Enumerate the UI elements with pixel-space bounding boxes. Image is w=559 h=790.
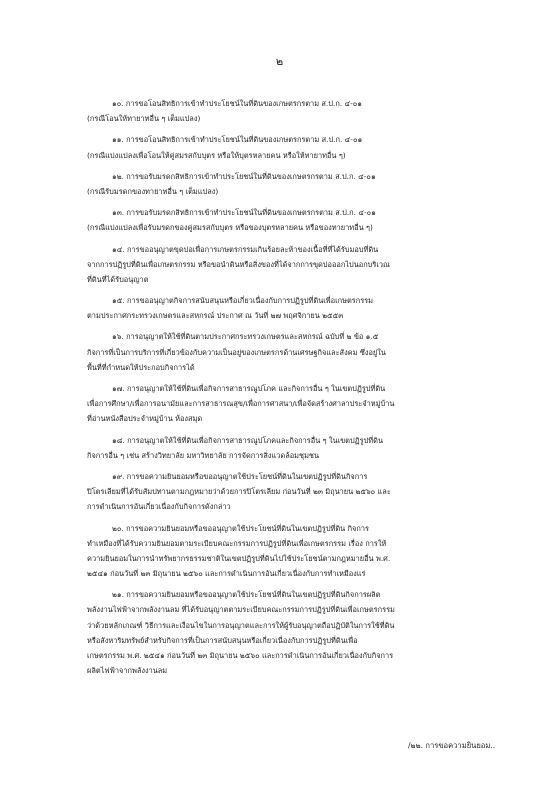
list-item: [87, 433, 477, 463]
item-list: [87, 96, 477, 684]
item-continuation-line: (กรณีแบ่งแปลงเพื่อโอนให้คู่สมรสกับบุตร หรือให้บุตรหลายคน หรือให้ทายาทอื่น ๆ): [87, 150, 346, 160]
item-continuation-line: เกษตรกรรม พ.ศ. ๒๕๔๑ ก่อนวันที่ ๒๓ มิถุนายน ๒๕๖๐ และการดำเนินการอันเกี่ยวเนื่องกับกิจการ: [87, 651, 394, 660]
item-continuation-line: ที่อ่านหนังสือประจำหมู่บ้าน ห้องสมุด: [87, 414, 203, 424]
item-continuation-line: ทำเหมืองที่ได้รับความยินยอมตามระเบียบคณะกรรมการปฏิรูปที่ดินเพื่อเกษตรกรรม เรื่อง การให้: [87, 538, 387, 548]
item-continuation-line: กิจการที่เป็นการบริการที่เกี่ยวข้องกับความเป็นอยู่ของเกษตรกรด้านเศรษฐกิจและสังคม ซึ่งอยู่ใน: [87, 347, 386, 357]
item-continuation-line: เพื่อการศึกษา/เพื่อการอนามัยและการสาธารณสุข/เพื่อการศาสนา/เพื่อจัดสร้างศาลาประจำหมู่บ้าน: [87, 399, 395, 409]
item-heading-line: ๑๒. การขอรับมรดกสิทธิการเข้าทำประโยชน์ในที่ดินของเกษตรกรตาม ส.ป.ก. ๔-๐๑: [112, 171, 376, 181]
list-item: [87, 329, 477, 375]
list-item: [87, 242, 477, 288]
item-heading-line: ๑๕. การขออนุญาตกิจการสนับสนุนหรือเกี่ยวเนื่องกับการปฏิรูปที่ดินเพื่อเกษตรกรรม: [112, 296, 374, 306]
item-continuation-line: ปิโตรเลียมที่ได้รับสัมปทานตามกฎหมายว่าด้วยการปิโตรเลียม ก่อนวันที่ ๒๓ มิถุนายน ๒๕๖๐ และ: [87, 487, 391, 497]
item-continuation-line: พลังงานไฟฟ้าจากพลังงานลม ที่ได้รับอนุญาตตามระเบียบคณะกรรมการปฏิรูปที่ดินเพื่อเกษตรกรรม: [87, 605, 395, 615]
item-heading-line: ๑๙. การขอความยินยอมหรือขออนุญาตใช้ประโยชน์ที่ดินในเขตปฏิรูปที่ดินกิจการ: [112, 471, 368, 481]
page-number: ๒: [275, 55, 284, 68]
list-item: [87, 293, 477, 323]
item-continuation-line: (กรณีแบ่งแปลงเพื่อรับมรดกของคู่สมรสกับบุตร หรือของบุตรหลายคน หรือของทายาทอื่น ๆ): [87, 223, 373, 233]
list-item: [87, 96, 477, 126]
item-continuation-line: หรือสังหาริมทรัพย์สำหรับกิจการที่เป็นการสนับสนุนหรือเกี่ยวเนื่องกับการปฏิรูปที่ดินเพื่อ: [87, 635, 358, 645]
list-item: [87, 169, 477, 199]
item-heading-line: ๑๖. การอนุญาตให้ใช้ที่ดินตามประกาศกระทรวงเกษตรและสหกรณ์ ฉบับที่ ๒ ข้อ ๑.๕: [112, 332, 379, 342]
item-continuation-line: ว่าด้วยหลักเกณฑ์ วิธีการและเงื่อนไขในการอนุญาตและการให้ผู้รับอนุญาตถือปฏิบัติในการใช้ที่ดิน: [87, 620, 395, 630]
list-item: [87, 205, 477, 235]
item-heading-line: ๒๑. การขอความยินยอมหรือขออนุญาตใช้ประโยชน์ที่ดินในเขตปฏิรูปที่ดินกิจการผลิต: [112, 590, 381, 600]
item-continuation-line: จากการปฏิรูปที่ดินเพื่อเกษตรกรรม หรือขอนำดินหรือสิ่งของที่ได้จากการขุดบ่อออกไปนอกบริเวณ: [87, 259, 390, 269]
item-continuation-line: ตามประกาศกระทรวงเกษตรและสหกรณ์ ประกาศ ณ วันที่ ๒๗ พฤศจิกายน ๒๕๕๓: [87, 311, 344, 321]
list-item: [87, 469, 477, 515]
continuation-note: /๒๒. การขอความยินยอม..: [408, 741, 496, 750]
item-heading-line: ๑๐. การขอโอนสิทธิการเข้าทำประโยชน์ในที่ดินของเกษตรกรตาม ส.ป.ก. ๔-๐๑: [112, 99, 362, 108]
item-continuation-line: (กรณีรับมรดกของทายาทอื่น ๆ เต็มแปลง): [87, 186, 219, 196]
list-item: [87, 521, 477, 582]
item-continuation-line: ความยินยอมในการนำทรัพยากรธรรมชาติในเขตปฏิรูปที่ดินไปใช้ประโยชน์ตามกฎหมายอื่น พ.ศ.: [87, 553, 391, 563]
item-continuation-line: กิจการอื่น ๆ เช่น สร้างวิทยาลัย มหาวิทยาลัย การจัดการสิ่งแวดล้อมชุมชน: [87, 450, 320, 460]
item-continuation-line: ที่ดินที่ได้รับอนุญาต: [87, 274, 149, 284]
item-heading-line: ๑๘. การอนุญาตให้ใช้ที่ดินเพื่อกิจการสาธารณูปโภคและกิจการอื่น ๆ ในเขตปฏิรูปที่ดิน: [112, 435, 384, 445]
item-heading-line: ๑๓. การขอรับมรดกสิทธิการเข้าทำประโยชน์ในที่ดินของเกษตรกรตาม ส.ป.ก. ๔-๐๑: [112, 208, 376, 218]
item-heading-line: ๒๐. การขอความยินยอมหรือขออนุญาตใช้ประโยชน์ที่ดินในเขตปฏิรูปที่ดิน กิจการ: [112, 523, 369, 533]
item-continuation-line: ๒๕๔๑ ก่อนวันที่ ๒๓ มิถุนายน ๒๕๖๐ และการดำเนินการอันเกี่ยวเนื่องกับการทำเหมืองแร่: [87, 569, 366, 579]
item-continuation-line: พื้นที่ที่กำหนดให้ประกอบกิจการได้: [87, 362, 195, 372]
list-item: [87, 381, 477, 427]
list-item: [87, 587, 477, 678]
item-continuation-line: การดำเนินการอันเกี่ยวเนื่องกับกิจการดังกล่าว: [87, 502, 231, 512]
item-heading-line: ๑๔. การขออนุญาตขุดบ่อเพื่อการเกษตรกรรมเกินร้อยละห้าของเนื้อที่ที่ได้รับมอบที่ดิน: [112, 244, 379, 254]
item-heading-line: ๑๗. การอนุญาตให้ใช้ที่ดินเพื่อกิจการสาธารณูปโภค และกิจการอื่น ๆ ในเขตปฏิรูปที่ดิน: [112, 384, 386, 393]
item-continuation-line: (กรณีโอนให้ทายาทอื่น ๆ เต็มแปลง): [87, 114, 201, 124]
item-heading-line: ๑๑. การขอโอนสิทธิการเข้าทำประโยชน์ในที่ดินของเกษตรกรตาม ส.ป.ก. ๔-๐๑: [112, 135, 363, 145]
list-item: [87, 132, 477, 162]
item-continuation-line: ผลิตไฟฟ้าจากพลังงานลม: [87, 666, 168, 676]
